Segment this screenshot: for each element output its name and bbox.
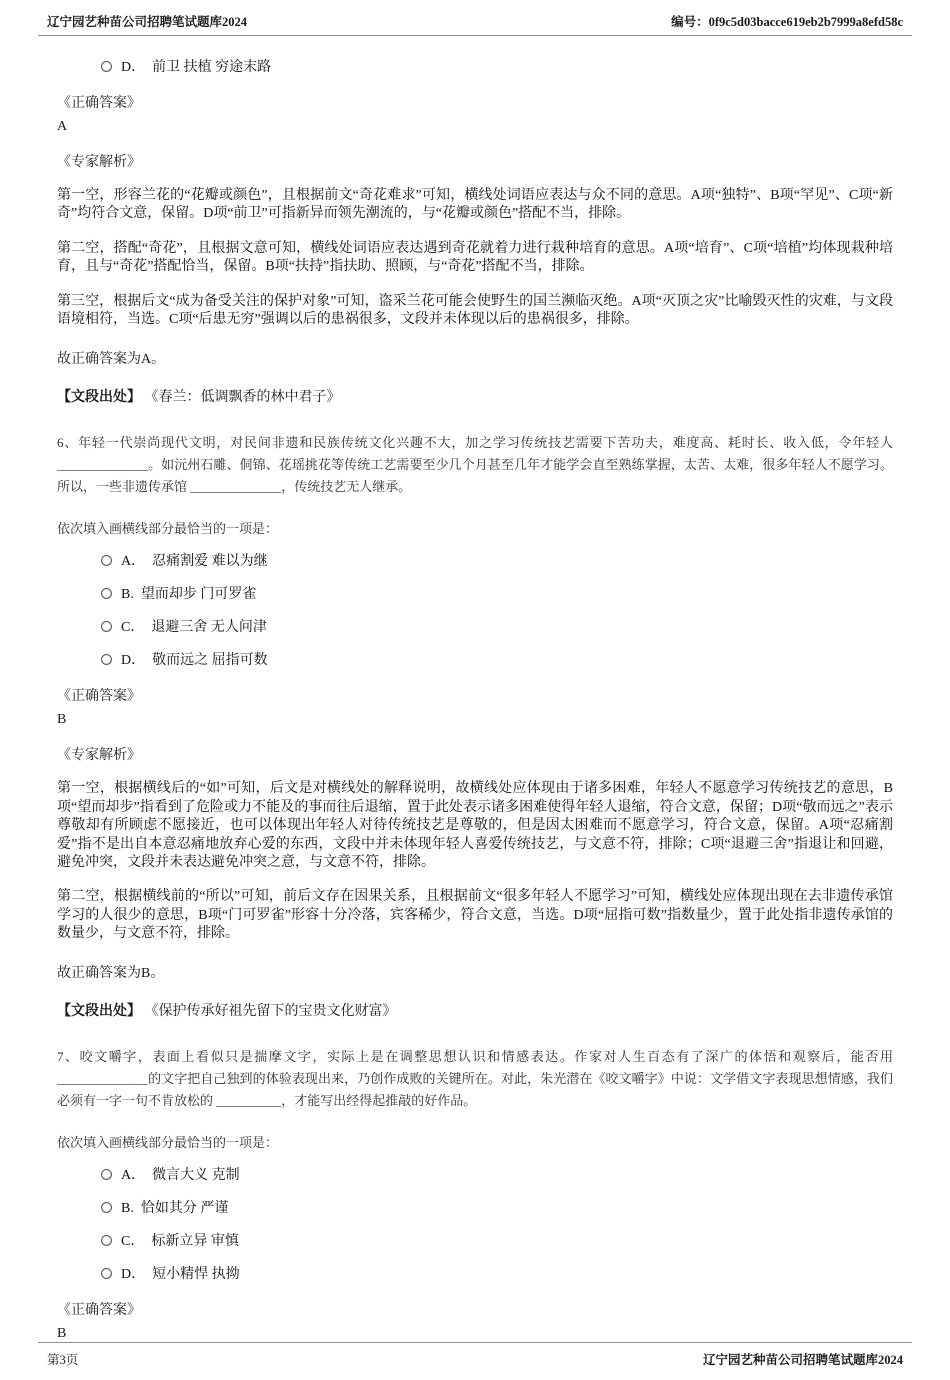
- source-line: [57, 386, 893, 406]
- option-row-q7-d[interactable]: [101, 1263, 893, 1283]
- footer-page-number: 第3页: [47, 1353, 79, 1368]
- options-list-q7: [57, 1164, 893, 1283]
- option-label: B. 恰如其分 严谨: [121, 1201, 229, 1217]
- option-label: C． 退避三舍 无人问津: [121, 620, 267, 636]
- source-label: 【文段出处】: [57, 389, 141, 405]
- radio-button[interactable]: [101, 654, 112, 665]
- option-label: D． 前卫 扶植 穷途末路: [121, 60, 272, 75]
- analysis-heading: 《专家解析》: [57, 748, 141, 764]
- analysis-paragraph: 第二空，根据横线前的“所以”可知，前后文存在因果关系，且根据前文“很多年轻人不愿学习”可知，横线处应体现出现在去非遗传承馆学习的人很少的意思，B项“门可罗雀”形容十分冷落，宾客稀少，符合文意，当选。D项“屈指可数”指数量少，置于此处指非遗传承馆的数量少，与文意不符，排除。: [57, 889, 893, 942]
- document-content: [0, 36, 950, 1342]
- option-label: D． 短小精悍 执拗: [121, 1267, 240, 1283]
- option-row-q7-c[interactable]: [101, 1230, 893, 1250]
- conclusion-line: 故正确答案为A。: [57, 351, 166, 367]
- analysis-heading: 《专家解析》: [57, 155, 141, 170]
- radio-button[interactable]: [101, 1268, 112, 1279]
- option-row-q6-c[interactable]: [101, 616, 893, 636]
- question-stem-6: 6、年轻一代崇尚现代文明，对民间非遗和民族传统文化兴趣不大，加之学习传统技艺需要下苦功夫，难度高、耗时长、收入低，令年轻人______________。如沅州石雕、侗锦、花瑶挑花等传统工艺需要至少几个月甚至几年才能学会直至熟练掌握，太苦、太难，很多年轻人不愿学习。所以，一些非遗传承馆 ______________，传统技艺无人继承。: [57, 434, 893, 494]
- answer-heading: 《正确答案》: [57, 1303, 141, 1319]
- conclusion-line: 故正确答案为B。: [57, 965, 165, 981]
- answer-heading: 《正确答案》: [57, 96, 141, 111]
- page-header: [38, 0, 912, 36]
- question-prompt: 依次填入画横线部分最恰当的一项是：: [57, 1135, 279, 1151]
- option-label: A． 忍痛割爱 难以为继: [121, 554, 268, 570]
- radio-button[interactable]: [101, 1235, 112, 1246]
- option-row-q6-d[interactable]: [101, 649, 893, 669]
- answer-value: B: [57, 712, 67, 728]
- header-doc-code: 编号：0f9c5d03bacce619eb2b7999a8efd58c: [671, 15, 903, 29]
- page-footer: [38, 1342, 912, 1380]
- source-label: 【文段出处】: [57, 1003, 141, 1019]
- option-label: C． 标新立异 审慎: [121, 1234, 239, 1250]
- source-line: [57, 1000, 893, 1020]
- answer-value: B: [57, 1326, 67, 1342]
- question-stem-7: 7、咬文嚼字，表面上看似只是揣摩文字，实际上是在调整思想认识和情感表达。作家对人生百态有了深广的体悟和观察后，能否用______________的文字把自己独到的体验表现出来，乃创作成败的关键所在。对此，朱光潜在《咬文嚼字》中说：文学借文字表现思想情感，我们必须有一字一句不肯放松的 __________，才能写出经得起推敲的好作品。: [57, 1048, 893, 1109]
- option-row-q6-a[interactable]: [101, 550, 893, 570]
- analysis-paragraph: 第一空，根据横线后的“如”可知，后文是对横线处的解释说明，故横线处应体现由于诸多困难，年轻人不愿意学习传统技艺的意思，B项“望而却步”指看到了危险或力不能及的事而往后退缩，置于此处表示诸多困难使得年轻人退缩，符合文意，保留；D项“敬而远之”表示尊敬却有所顾虑不愿接近，也可以体现出年轻人对待传统技艺是尊敬的，但是因太困难而不愿意学习，符合文意，保留。A项“忍痛割爱”指不是出自本意忍痛地放弃心爱的东西，文段中并未体现年轻人喜爱传统技艺，与文意不符，排除；C项“退避三舍”指退让和回避，避免冲突，文段并未表达避免冲突之意，与文意不符，排除。: [57, 781, 893, 870]
- answer-heading: 《正确答案》: [57, 689, 141, 705]
- option-label: B. 望而却步 门可罗雀: [121, 587, 257, 603]
- analysis-paragraph: 第二空，搭配“奇花”，且根据文意可知，横线处词语应表达遇到奇花就着力进行栽种培育的意思。A项“培育”、C项“培植”均体现栽种培育，且与“奇花”搭配恰当，保留。B项“扶持”指扶助、照顾，与“奇花”搭配不当，排除。: [57, 240, 893, 275]
- analysis-paragraph: 第一空，形容兰花的“花瓣或颜色”，且根据前文“奇花难求”可知，横线处词语应表达与众不同的意思。A项“独特”、B项“罕见”、C项“新奇”均符合文意，保留。D项“前卫”可指新异而领先潮流的，与“花瓣或颜色”搭配不当，排除。: [57, 188, 893, 222]
- question-prompt: 依次填入画横线部分最恰当的一项是：: [57, 521, 279, 537]
- option-row-q5-d[interactable]: [101, 56, 893, 76]
- header-title: 辽宁园艺种苗公司招聘笔试题库2024: [47, 15, 248, 29]
- options-list-q6: [57, 550, 893, 669]
- option-label: D． 敬而远之 屈指可数: [121, 653, 268, 669]
- option-row-q7-a[interactable]: [101, 1164, 893, 1184]
- source-text: 《春兰：低调飘香的林中君子》: [144, 389, 341, 405]
- radio-button[interactable]: [101, 1202, 112, 1213]
- option-row-q7-b[interactable]: [101, 1197, 893, 1217]
- option-row-q6-b[interactable]: [101, 583, 893, 603]
- radio-button[interactable]: [101, 588, 112, 599]
- option-label: A． 微言大义 克制: [121, 1168, 240, 1184]
- radio-button[interactable]: [101, 61, 112, 72]
- answer-value: A: [57, 119, 68, 134]
- footer-title: 辽宁园艺种苗公司招聘笔试题库2024: [702, 1353, 903, 1368]
- radio-button[interactable]: [101, 621, 112, 632]
- analysis-paragraph: 第三空，根据后文“成为备受关注的保护对象”可知，盗采兰花可能会使野生的国兰濒临灭绝。A项“灭顶之灾”比喻毁灭性的灾难，与文段语境相符，当选。C项“后患无穷”强调以后的患祸很多，文段并未体现以后的患祸很多，排除。: [57, 293, 893, 328]
- radio-button[interactable]: [101, 1169, 112, 1180]
- source-text: 《保护传承好祖先留下的宝贵文化财富》: [144, 1003, 397, 1019]
- radio-button[interactable]: [101, 555, 112, 566]
